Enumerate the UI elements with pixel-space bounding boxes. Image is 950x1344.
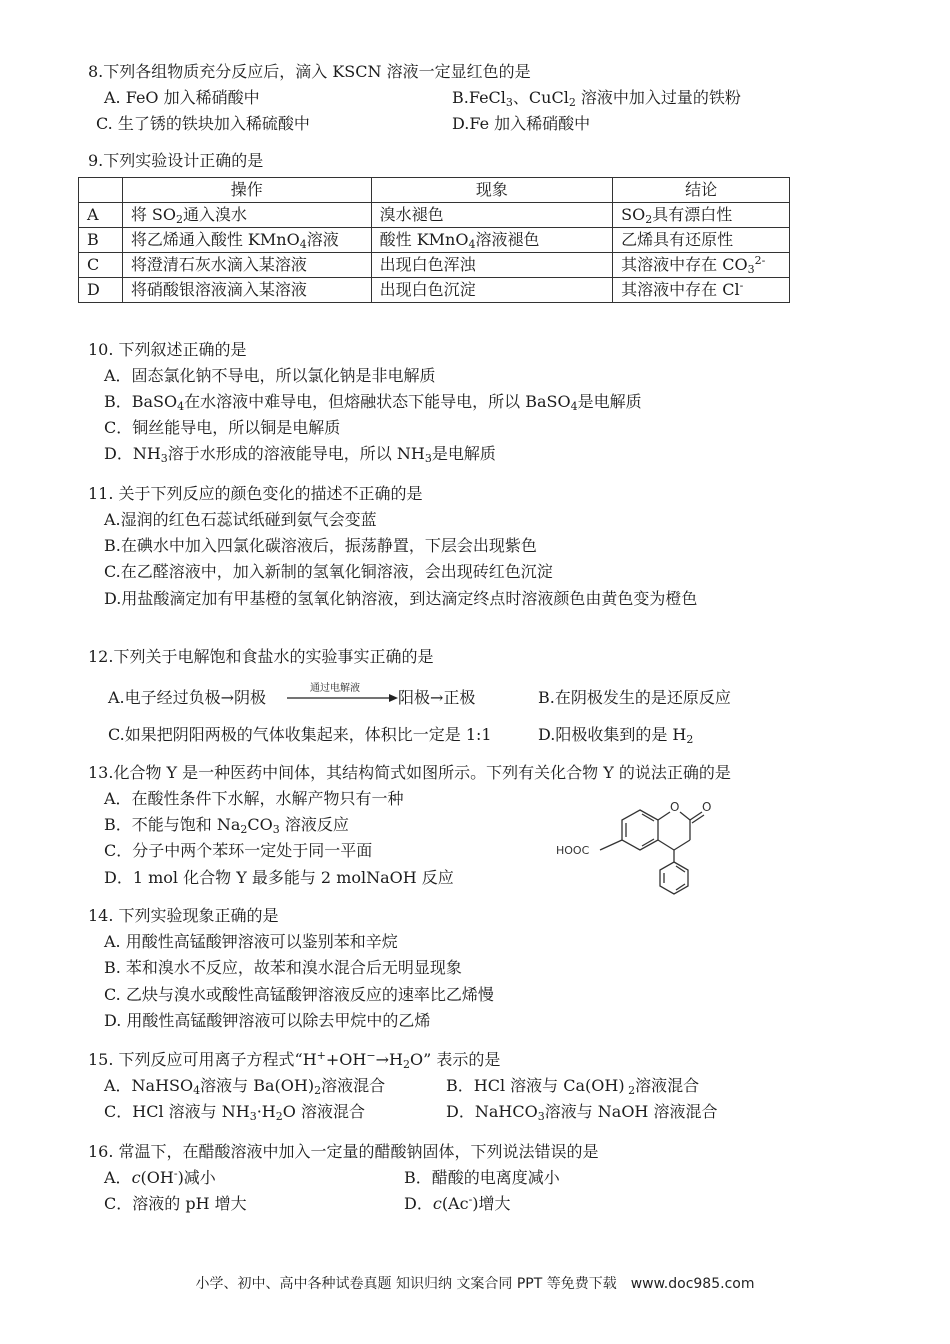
q10-stem: 10. 下列叙述正确的是: [88, 340, 247, 359]
q8-option-c: C. 生了锈的铁块加入稀硫酸中: [96, 114, 310, 133]
q8-option-a: A. FeO 加入稀硝酸中: [104, 88, 260, 107]
q15-option-d: D．NaHCO$_3$溶液与 NaOH 溶液混合: [446, 1102, 718, 1123]
header-blank: [79, 178, 123, 203]
row-operation: 将 $SO_2$通入溴水: [122, 203, 371, 228]
arrow-label: 通过电解液: [310, 683, 360, 694]
q8-stem: 8.下列各组物质充分反应后，滴入 KSCN 溶液一定显红色的是: [88, 62, 531, 81]
q11-option-a: A.湿润的红色石蕊试纸碰到氨气会变蓝: [104, 510, 377, 529]
right-arrow-icon: [285, 683, 403, 705]
row-phenomenon: 溴水褪色: [371, 203, 613, 228]
header-conclusion: 结论: [613, 178, 790, 203]
q14-option-c: C. 乙炔与溴水或酸性高锰酸钾溶液反应的速率比乙烯慢: [104, 985, 494, 1004]
q11-stem: 11. 关于下列反应的颜色变化的描述不正确的是: [88, 484, 423, 503]
row-operation: 将澄清石灰水滴入某溶液: [122, 253, 371, 278]
q10-option-c: C．铜丝能导电，所以铜是电解质: [104, 418, 341, 437]
q8-option-b: B.FeCl$_3$、CuCl$_2$ 溶液中加入过量的铁粉: [452, 88, 741, 109]
q12-option-c: C.如果把阴阳两极的气体收集起来，体积比一定是 1:1: [108, 725, 492, 744]
q9-stem: 9.下列实验设计正确的是: [88, 151, 264, 170]
q12-option-b: B.在阴极发生的是还原反应: [538, 688, 731, 707]
q13-option-d: D．1 mol 化合物 Y 最多能与 2 molNaOH 反应: [104, 868, 454, 887]
row-phenomenon: 酸性 KMnO$_4$溶液褪色: [371, 228, 613, 253]
row-conclusion: 乙烯具有还原性: [613, 228, 790, 253]
row-conclusion: 其溶液中存在 Cl-: [613, 278, 790, 303]
row-operation: 将硝酸银溶液滴入某溶液: [122, 278, 371, 303]
table-row: [79, 228, 790, 253]
q11-option-d: D.用盐酸滴定加有甲基橙的氢氧化钠溶液，到达滴定终点时溶液颜色由黄色变为橙色: [104, 589, 698, 608]
q13-stem: 13.化合物 Y 是一种医药中间体，其结构简式如图所示。下列有关化合物 Y 的说法正确的是: [88, 763, 731, 782]
table-row: [79, 203, 790, 228]
row-label: C: [79, 253, 123, 278]
row-phenomenon: 出现白色浑浊: [371, 253, 613, 278]
q16-stem: 16. 常温下，在醋酸溶液中加入一定量的醋酸钠固体，下列说法错误的是: [88, 1142, 599, 1161]
row-label: B: [79, 228, 123, 253]
table-row: [79, 278, 790, 303]
q14-option-b: B. 苯和溴水不反应，故苯和溴水混合后无明显现象: [104, 958, 462, 977]
row-label: D: [79, 278, 123, 303]
q10-option-b: B．BaSO$_4$在水溶液中难导电，但熔融状态下能导电，所以 BaSO$_4$是电解质: [104, 392, 642, 413]
q12-option-a-end: 阳极→正极: [398, 688, 476, 707]
header-operation: 操作: [122, 178, 371, 203]
q13-option-c: C．分子中两个苯环一定处于同一平面: [104, 841, 373, 860]
q12-option-d: D.阳极收集到的是 $H_2$: [538, 725, 694, 746]
q12-option-a-start: A.电子经过负极→阴极: [108, 688, 267, 707]
q8-option-d: D.Fe 加入稀硝酸中: [452, 114, 591, 133]
header-phenomenon: 现象: [371, 178, 613, 203]
q10-option-d: D．$NH_3$溶于水形成的溶液能导电，所以 $NH_3$是电解质: [104, 444, 496, 465]
q9-table: [78, 177, 790, 303]
q16-option-d: D．c(Ac-)增大: [404, 1193, 511, 1213]
cooh-label: HOOC: [556, 844, 590, 857]
compound-y-structure: [552, 796, 722, 904]
row-label: A: [79, 203, 123, 228]
row-conclusion: $SO_2$具有漂白性: [613, 203, 790, 228]
q12-arrow: [285, 683, 403, 705]
q12-stem: 12.下列关于电解饱和食盐水的实验事实正确的是: [88, 647, 434, 666]
q14-option-d: D. 用酸性高锰酸钾溶液可以除去甲烷中的乙烯: [104, 1011, 431, 1030]
table-row: [79, 253, 790, 278]
q13-option-a: A．在酸性条件下水解，水解产物只有一种: [104, 789, 404, 808]
q10-option-a: A．固态氯化钠不导电，所以氯化钠是非电解质: [104, 366, 436, 385]
q13-option-b: B．不能与饱和 $Na_2CO_3$ 溶液反应: [104, 815, 349, 836]
row-phenomenon: 出现白色沉淀: [371, 278, 613, 303]
row-operation: 将乙烯通入酸性 KMnO$_4$溶液: [122, 228, 371, 253]
table-header-row: [79, 178, 790, 203]
q14-option-a: A. 用酸性高锰酸钾溶液可以鉴别苯和辛烷: [104, 932, 398, 951]
q15-option-c: C．HCl 溶液与 $NH_3\cdot H_2O$ 溶液混合: [104, 1102, 365, 1123]
q15-stem: 15. 下列反应可用离子方程式“$H^++OH^-\to H_2O$” 表示的是: [88, 1049, 501, 1071]
footer-banner: 小学、初中、高中各种试卷真题 知识归纳 文案合同 PPT 等免费下载 www.doc985.com: [195, 1276, 755, 1292]
q16-option-a: A．c(OH-)减小: [104, 1167, 216, 1187]
ring-oxygen-label: O: [670, 800, 680, 814]
q11-option-b: B.在碘水中加入四氯化碳溶液后，振荡静置，下层会出现紫色: [104, 536, 537, 555]
row-conclusion: 其溶液中存在 $CO_3^{2-}$: [613, 253, 790, 278]
q16-option-c: C．溶液的 pH 增大: [104, 1194, 247, 1213]
q16-option-b: B．醋酸的电离度减小: [404, 1168, 560, 1187]
q15-option-a: A．NaHSO$_4$溶液与 $Ba(OH)_2$溶液混合: [104, 1076, 386, 1097]
q15-option-b: B．HCl 溶液与 Ca(OH) $_2$溶液混合: [446, 1076, 700, 1097]
q11-option-c: C.在乙醛溶液中，加入新制的氢氧化铜溶液，会出现砖红色沉淀: [104, 562, 553, 581]
q14-stem: 14. 下列实验现象正确的是: [88, 906, 279, 925]
carbonyl-oxygen-label: O: [702, 800, 712, 814]
